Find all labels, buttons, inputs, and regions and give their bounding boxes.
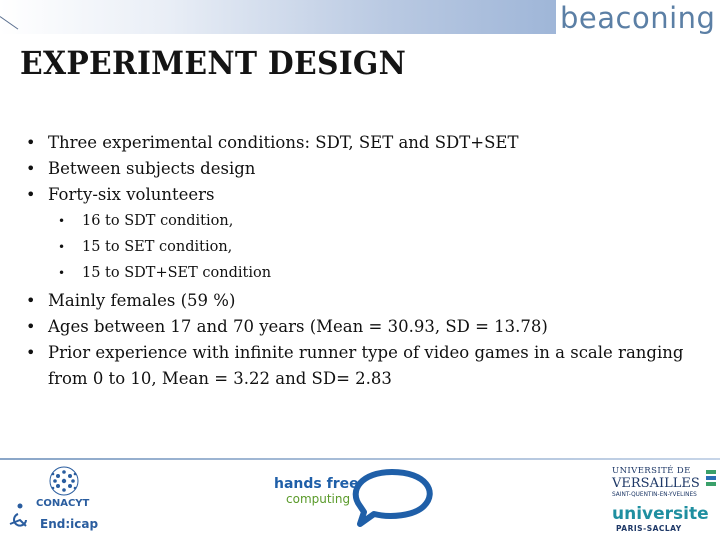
list-item-text-continued: from 0 to 10, Mean = 3.22 and SD= 2.83 (48, 369, 392, 388)
list-item (26, 130, 706, 156)
uvsq-label-1: UNIVERSITÉ DE (612, 466, 691, 476)
university-logos (608, 464, 720, 538)
list-item-text: Three experimental conditions: SDT, SET and SDT+SET (48, 133, 519, 152)
bullet-icon: • (26, 133, 36, 152)
list-item (26, 314, 706, 340)
sub-list-item-text: 15 to SDT+SET condition (82, 265, 272, 281)
header-band (0, 0, 556, 34)
sub-list-item (26, 234, 706, 260)
list-item-text: Prior experience with infinite runner type of video games in a scale ranging (48, 343, 684, 362)
sub-list-item-text: 16 to SDT condition, (82, 213, 234, 229)
beaconing-logo-text: beaconing (560, 1, 716, 35)
sub-list-item (26, 260, 706, 286)
corner-decoration (0, 16, 18, 29)
bullet-icon: • (58, 266, 66, 280)
conacyt-logo (4, 464, 104, 538)
page-title: EXPERIMENT DESIGN (20, 44, 407, 82)
bullet-icon: • (58, 214, 66, 228)
bullet-icon: • (26, 291, 36, 310)
list-item (26, 340, 706, 392)
list-item (26, 288, 706, 314)
bullet-icon: • (58, 240, 66, 254)
bullet-icon: • (26, 159, 36, 178)
bullet-icon: • (26, 185, 36, 204)
list-item-text: Ages between 17 and 70 years (Mean = 30.93, SD = 13.78) (48, 317, 548, 336)
uvsq-label-2: VERSAILLES (612, 476, 700, 491)
list-item (26, 182, 706, 208)
hands-free-computing-logo (270, 468, 440, 538)
hands-free-label: hands free (274, 476, 359, 492)
beaconing-logo (560, 2, 718, 34)
bullet-list (26, 130, 706, 392)
paris-saclay-subtitle: PARIS-SACLAY (616, 524, 682, 533)
bullet-icon: • (26, 343, 36, 362)
conacyt-label: CONACYT (36, 498, 90, 509)
computing-label: computing (286, 492, 351, 506)
endicap-label: End:icap (40, 517, 99, 531)
list-item-text: Mainly females (59 %) (48, 291, 236, 310)
uvsq-emblem-icon (704, 468, 718, 492)
footer-divider (0, 458, 720, 460)
list-item (26, 156, 706, 182)
sub-list-item-text: 15 to SET condition, (82, 239, 233, 255)
list-item-text: Between subjects design (48, 159, 256, 178)
list-item-text: Forty-six volunteers (48, 185, 215, 204)
paris-saclay-wordmark: universite (612, 504, 709, 524)
bullet-icon: • (26, 317, 36, 336)
sub-list-item (26, 208, 706, 234)
uvsq-label-3: SAINT-QUENTIN-EN-YVELINES (612, 492, 697, 498)
